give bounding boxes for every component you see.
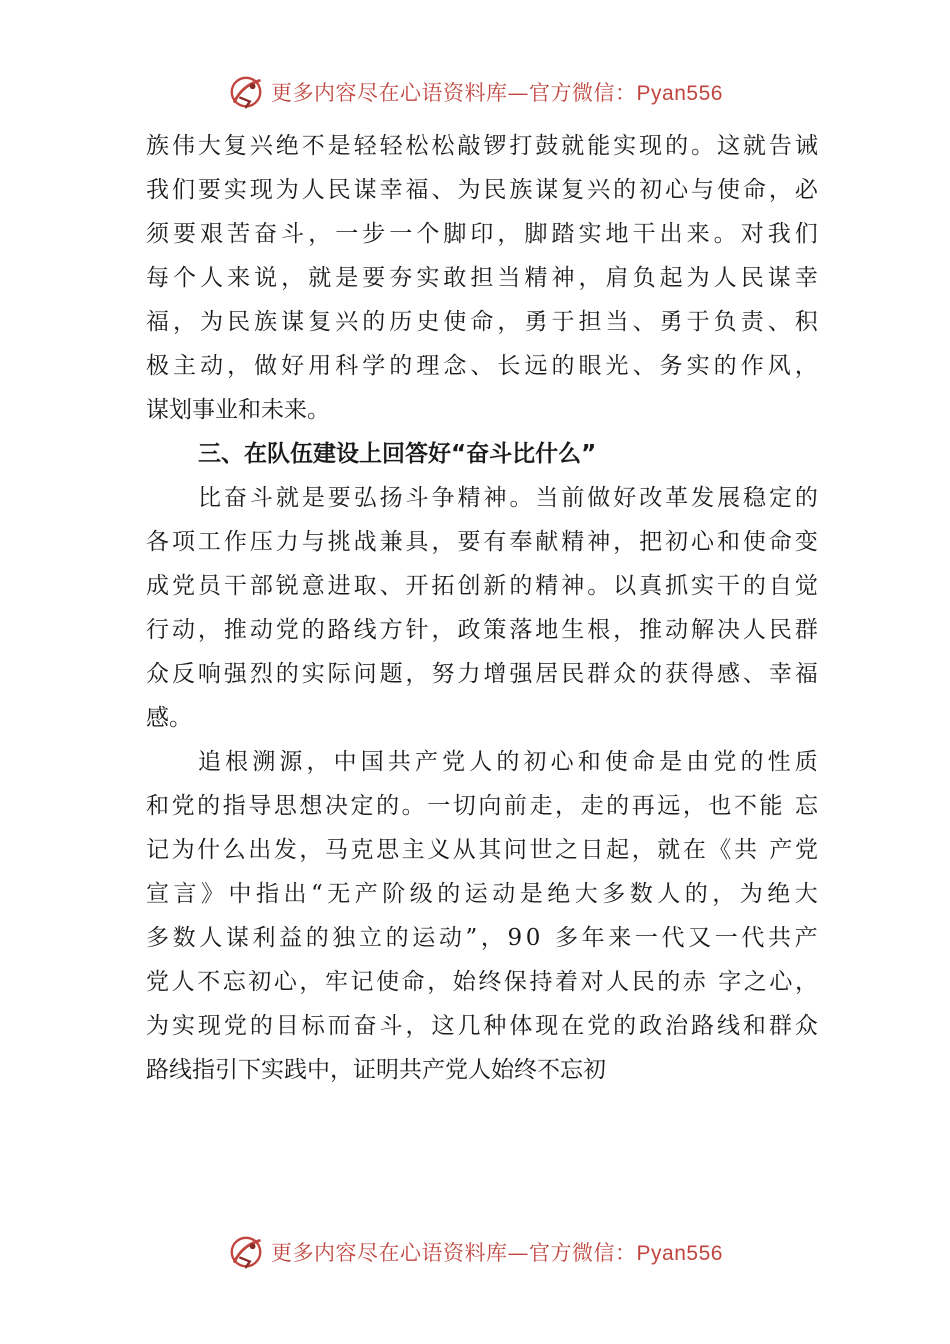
- text-line: 众 反 响 强 烈 的 实 际 问 题 ， 努 力 增 强 居 民 群 众 的 获 得 感 、 幸 福: [146, 661, 818, 687]
- text-line: 记 为 什 么 出 发 ， 马 克 思 主 义 从 其 问 世 之 日 起 ， 就 在 《 共 产 党: [146, 837, 818, 863]
- text-line: 福 ， 为 民 族 谋 复 兴 的 历 史 使 命 ， 勇 于 担 当 、 勇 于 负 责 、 积: [146, 309, 818, 335]
- text-line: 党 人 不 忘 初 心 ， 牢 记 使 命 ， 始 终 保 持 着 对 人 民 的 赤 字 之 心 ，: [146, 969, 818, 995]
- document-body: [146, 124, 818, 1092]
- text-line: 多 数 人 谋 利 益 的 独 立 的 运 动 ” ， 9 0 多 年 来 一 代 又 一 代 共 产: [146, 925, 818, 951]
- paragraph-1: [146, 124, 818, 432]
- text-line: 每 个 人 来 说 ， 就 是 要 夯 实 敢 担 当 精 神 ， 肩 负 起 为 人 民 谋 幸: [146, 265, 818, 291]
- text-line: 感。: [146, 705, 192, 731]
- text-line: 比 奋 斗 就 是 要 弘 扬 斗 争 精 神 。 当 前 做 好 改 革 发 展 稳 定 的: [198, 485, 818, 511]
- footer-banner: [0, 1230, 950, 1274]
- paragraph-3: [146, 740, 818, 1092]
- text-line: 极 主 动 ， 做 好 用 科 学 的 理 念 、 长 远 的 眼 光 、 务 实 的 作 风 ，: [146, 353, 818, 379]
- text-line: 宣 言 》 中 指 出 “ 无 产 阶 级 的 运 动 是 绝 大 多 数 人 的 ， 为 绝 大: [146, 881, 818, 907]
- text-line: 我 们 要 实 现 为 人 民 谋 幸 福 、 为 民 族 谋 复 兴 的 初 心 与 使 命 ， 必: [146, 177, 818, 203]
- text-line: 和 党 的 指 导 思 想 决 定 的 。 一 切 向 前 走 ， 走 的 再 远 ， 也 不 能 忘: [146, 793, 818, 819]
- text-line: 各 项 工 作 压 力 与 挑 战 兼 具 ， 要 有 奉 献 精 神 ， 把 初 心 和 使 命 变: [146, 529, 818, 555]
- text-line: 谋划事业和未来。: [146, 397, 330, 423]
- paragraph-2: [146, 476, 818, 740]
- banner-text: 更多内容尽在心语资料库—官方微信：Pyan556: [271, 1241, 723, 1265]
- logo-icon: [227, 73, 265, 111]
- text-line: 追 根 溯 源 ， 中 国 共 产 党 人 的 初 心 和 使 命 是 由 党 的 性 质: [198, 749, 818, 775]
- banner-text: 更多内容尽在心语资料库—官方微信：Pyan556: [271, 81, 723, 105]
- logo-icon: [227, 1233, 265, 1271]
- text-line: 为 实 现 党 的 目 标 而 奋 斗 ， 这 几 种 体 现 在 党 的 政 治 路 线 和 群 众: [146, 1013, 818, 1039]
- section-heading: 三、在队伍建设上回答好“奋斗比什么”: [198, 441, 597, 467]
- header-banner: [0, 70, 950, 114]
- text-line: 成 党 员 干 部 锐 意 进 取 、 开 拓 创 新 的 精 神 。 以 真 抓 实 干 的 自 觉: [146, 573, 818, 599]
- text-line: 族 伟 大 复 兴 绝 不 是 轻 轻 松 松 敲 锣 打 鼓 就 能 实 现 的 。 这 就 告 诫: [146, 133, 818, 159]
- text-line: 路线指引下实践中，证明共产党人始终不忘初: [146, 1057, 606, 1083]
- text-line: 行 动 ， 推 动 党 的 路 线 方 针 ， 政 策 落 地 生 根 ， 推 动 解 决 人 民 群: [146, 617, 818, 643]
- text-line: 须 要 艰 苦 奋 斗 ， 一 步 一 个 脚 印 ， 脚 踏 实 地 干 出 来 。 对 我 们: [146, 221, 818, 247]
